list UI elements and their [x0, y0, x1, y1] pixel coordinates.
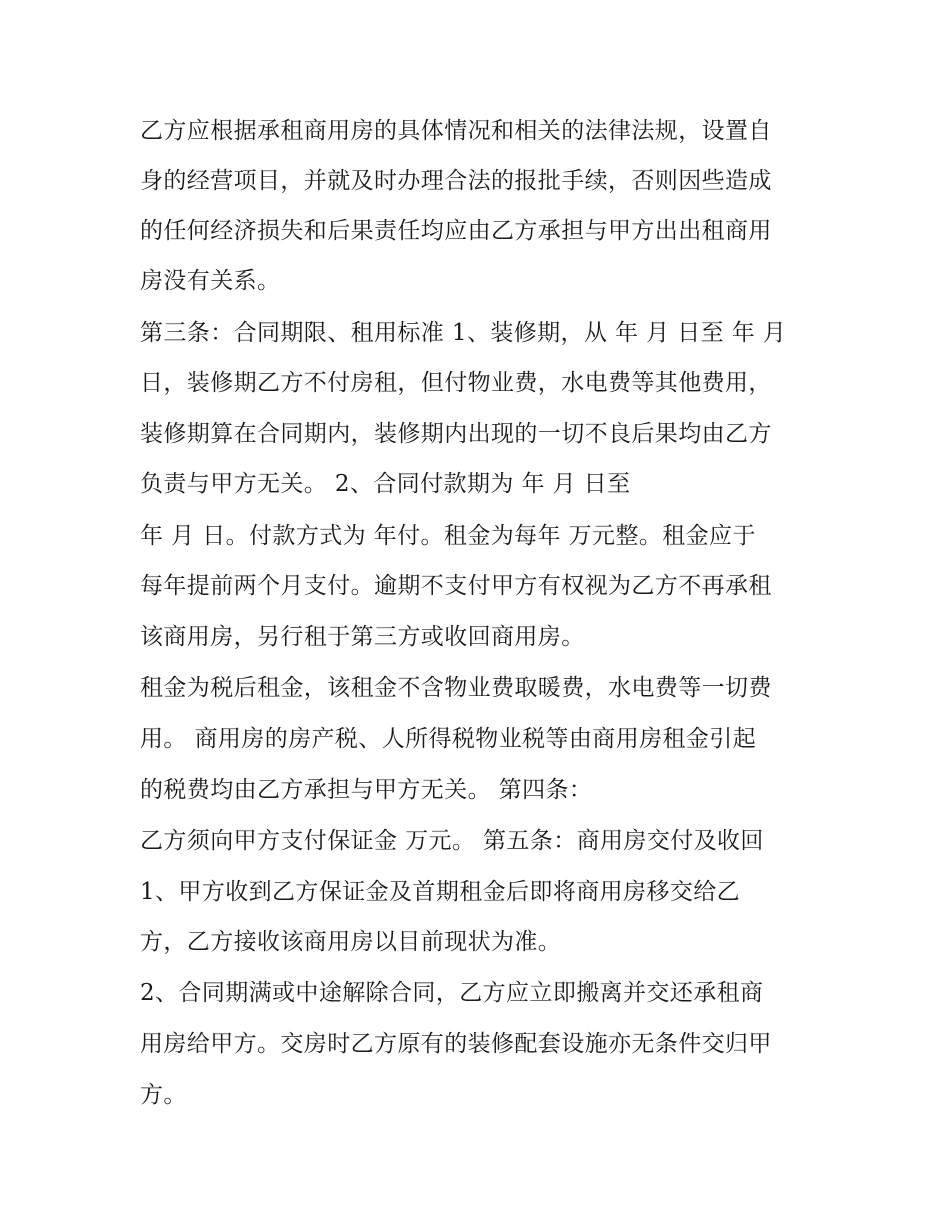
text-line: 乙方应根据承租商用房的具体情况和相关的法律法规，设置自 — [140, 118, 772, 144]
text-line: 的税费均由乙方承担与甲方无关。 第四条： — [140, 777, 593, 803]
text-line: 2、合同期满或中途解除合同，乙方应立即搬离并交还承租商 — [140, 980, 764, 1006]
text-line: 乙方须向甲方支付保证金 万元。 第五条：商用房交付及收回 — [140, 828, 764, 854]
text-line: 负责与甲方无关。 2、合同付款期为 年 月 日至 — [140, 471, 631, 497]
text-line: 装修期算在合同期内，装修期内出现的一切不良后果均由乙方 — [140, 421, 772, 447]
text-line: 租金为税后租金，该租金不含物业费取暖费，水电费等一切费 — [140, 675, 772, 701]
text-line: 用。 商用房的房产税、人所得税物业税等由商用房租金引起 — [140, 726, 757, 752]
text-line: 年 月 日。付款方式为 年付。租金为每年 万元整。租金应于 — [140, 523, 756, 549]
text-line: 房没有关系。 — [140, 268, 281, 294]
text-line: 1、甲方收到乙方保证金及首期租金后即将商用房移交给乙 — [140, 879, 741, 905]
text-line: 方，乙方接收该商用房以目前现状为准。 — [140, 929, 562, 955]
text-line: 方。 — [140, 1082, 187, 1108]
text-line: 的任何经济损失和后果责任均应由乙方承担与甲方出出租商用 — [140, 218, 772, 244]
text-line: 第三条：合同期限、租用标准 1、装修期，从 年 月 日至 年 月 — [140, 320, 787, 346]
text-line: 该商用房，另行租于第三方或收回商用房。 — [140, 624, 585, 650]
text-line: 身的经营项目，并就及时办理合法的报批手续，否则因些造成 — [140, 168, 772, 194]
text-line: 用房给甲方。交房时乙方原有的装修配套设施亦无条件交归甲 — [140, 1031, 772, 1057]
text-line: 每年提前两个月支付。逾期不支付甲方有权视为乙方不再承租 — [140, 573, 772, 599]
text-line: 日，装修期乙方不付房租，但付物业费，水电费等其他费用， — [140, 370, 772, 396]
